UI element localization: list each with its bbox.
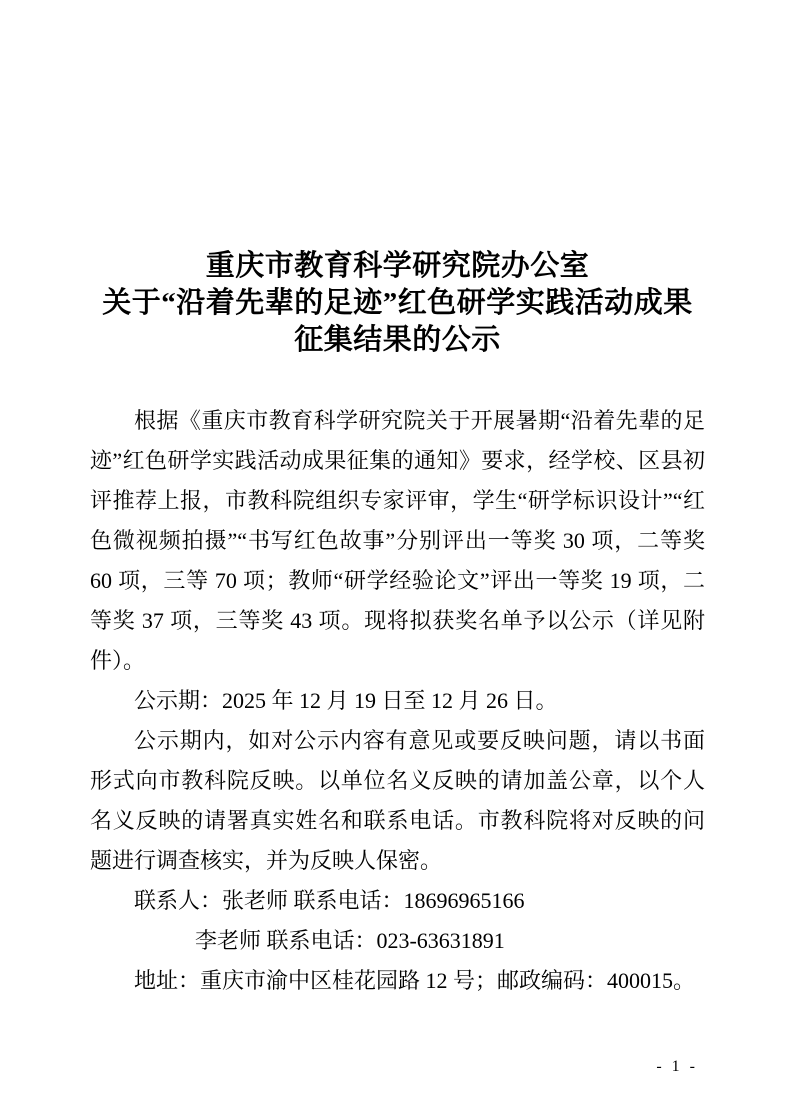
title-line-3: 征集结果的公示 [294,324,501,356]
document-body [90,401,705,1001]
title-line-2: 关于“沿着先辈的足迹”红色研学实践活动成果 [102,287,693,319]
contact-line-zhang: 联系人：张老师 联系电话：18696965166 [134,888,525,913]
document-title [90,248,705,359]
paragraph-feedback-instructions: 公示期内，如对公示内容有意见或要反映问题，请以书面形式向市教科院反映。以单位名义反映的请加盖公章，以个人名义反映的请署真实姓名和联系电话。市教科院将对反映的问题进行调查核实，并为反映人保密。 [90,728,705,873]
page-number: - 1 - [656,1058,698,1075]
title-line-1: 重庆市教育科学研究院办公室 [205,250,590,282]
paragraph-publicity-period: 公示期：2025 年 12 月 19 日至 12 月 26 日。 [134,688,558,713]
contact-line-li: 李老师 联系电话：023-63631891 [194,928,505,953]
address-line: 地址：重庆市渝中区桂花园路 12 号；邮政编码：400015。 [134,968,696,993]
paragraph-award-results: 根据《重庆市教育科学研究院关于开展暑期“沿着先辈的足迹”红色研学实践活动成果征集的通知》要求，经学校、区县初评推荐上报，市教科院组织专家评审，学生“研学标识设计”“红色微视频拍摄”“书写红色故事”分别评出一等奖 30 项，二等奖 60 项，三等 70 项；教师“研学经验论文”评出一等奖 19 项，二等奖 37 项，三等奖 43 项。现将拟获奖名单予以公示（详见附件）。 [90,408,705,673]
